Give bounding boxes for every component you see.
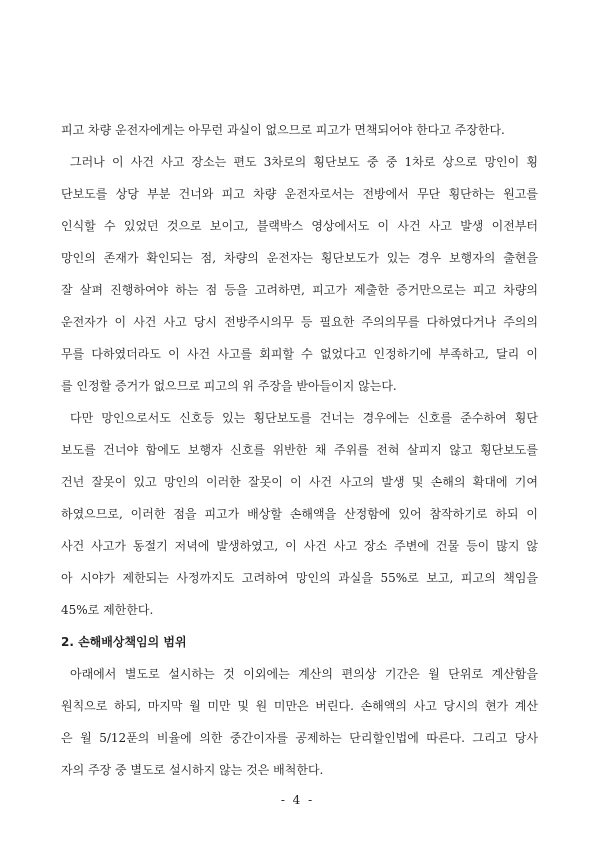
line-text: 잘 살펴 진행하여야 하는 점 등을 고려하면, 피고가 제출한 증거만으로는 피고 차량의 <box>61 283 538 297</box>
text-line <box>0 536 595 556</box>
line-text: 피고 차량 운전자에게는 아무런 과실이 없으므로 피고가 면책되어야 한다고 주장한다. <box>61 123 505 137</box>
line-text: 45%로 제한한다. <box>61 603 154 617</box>
line-text: 그러나 이 사건 사고 장소는 편도 3차로의 횡단보도 중 중 1차로 상으로 망인이 횡 <box>70 155 538 169</box>
text-line <box>0 728 595 748</box>
page-number: - 4 - <box>280 793 315 807</box>
line-text: 망인의 존재가 확인되는 점, 차량의 운전자는 횡단보도가 있는 경우 보행자의 출현을 <box>61 251 538 265</box>
text-line <box>0 120 595 140</box>
text-line <box>0 664 595 684</box>
line-text: 은 월 5/12푼의 비율에 의한 중간이자를 공제하는 단리할인법에 따른다. 그리고 당사 <box>61 731 538 745</box>
text-line <box>0 440 595 460</box>
text-line <box>0 568 595 588</box>
line-text: 인식할 수 있었던 것으로 보이고, 블랙박스 영상에서도 이 사건 사고 발생 이전부터 <box>61 219 538 233</box>
line-text: 하였으므로, 이러한 점을 피고가 배상할 손해액을 산정함에 있어 참작하기로 하되 이 <box>61 507 538 521</box>
text-line <box>0 760 595 780</box>
text-line <box>0 216 595 236</box>
line-text: 운전자가 이 사건 사고 당시 전방주시의무 등 필요한 주의의무를 다하였다거나 주의의 <box>61 315 538 329</box>
text-line <box>0 504 595 524</box>
line-text: 를 인정할 증거가 없으므로 피고의 위 주장을 받아들이지 않는다. <box>61 379 397 393</box>
text-line <box>0 344 595 364</box>
line-text: 다만 망인으로서도 신호등 있는 횡단보도를 건너는 경우에는 신호를 준수하여 횡단 <box>70 411 538 425</box>
line-text: 아래에서 별도로 설시하는 것 이외에는 계산의 편의상 기간은 월 단위로 계산함을 <box>70 667 538 681</box>
text-line <box>0 472 595 492</box>
line-text: 건넌 잘못이 있고 망인의 이러한 잘못이 이 사건 사고의 발생 및 손해의 확대에 기여 <box>61 475 538 489</box>
text-line <box>0 376 595 396</box>
text-line <box>0 312 595 332</box>
text-line <box>0 248 595 268</box>
text-line <box>0 408 595 428</box>
line-text: 사건 사고가 동절기 저녁에 발생하였고, 이 사건 사고 장소 주변에 건물 등이 많지 않 <box>61 539 538 553</box>
section-heading-text: 2. 손해배상책임의 범위 <box>61 635 187 649</box>
text-line <box>0 696 595 716</box>
text-line <box>0 600 595 620</box>
line-text: 보도를 건너야 함에도 보행자 신호를 위반한 채 주위를 전혀 살피지 않고 횡단보도를 <box>61 443 538 457</box>
text-line <box>0 184 595 204</box>
line-text: 단보도를 상당 부분 건너와 피고 차량 운전자로서는 전방에서 무단 횡단하는 원고를 <box>61 187 538 201</box>
text-line <box>0 152 595 172</box>
line-text: 원칙으로 하되, 마지막 월 미만 및 원 미만은 버린다. 손해액의 사고 당시의 현가 계산 <box>61 699 538 713</box>
text-line <box>0 280 595 300</box>
line-text: 무를 다하였더라도 이 사건 사고를 회피할 수 없었다고 인정하기에 부족하고, 달리 이 <box>61 347 538 361</box>
line-text: 자의 주장 중 별도로 설시하지 않는 것은 배척한다. <box>61 763 324 777</box>
section-heading <box>0 632 595 652</box>
line-text: 아 시야가 제한되는 사정까지도 고려하여 망인의 과실을 55%로 보고, 피고의 책임을 <box>61 571 538 585</box>
